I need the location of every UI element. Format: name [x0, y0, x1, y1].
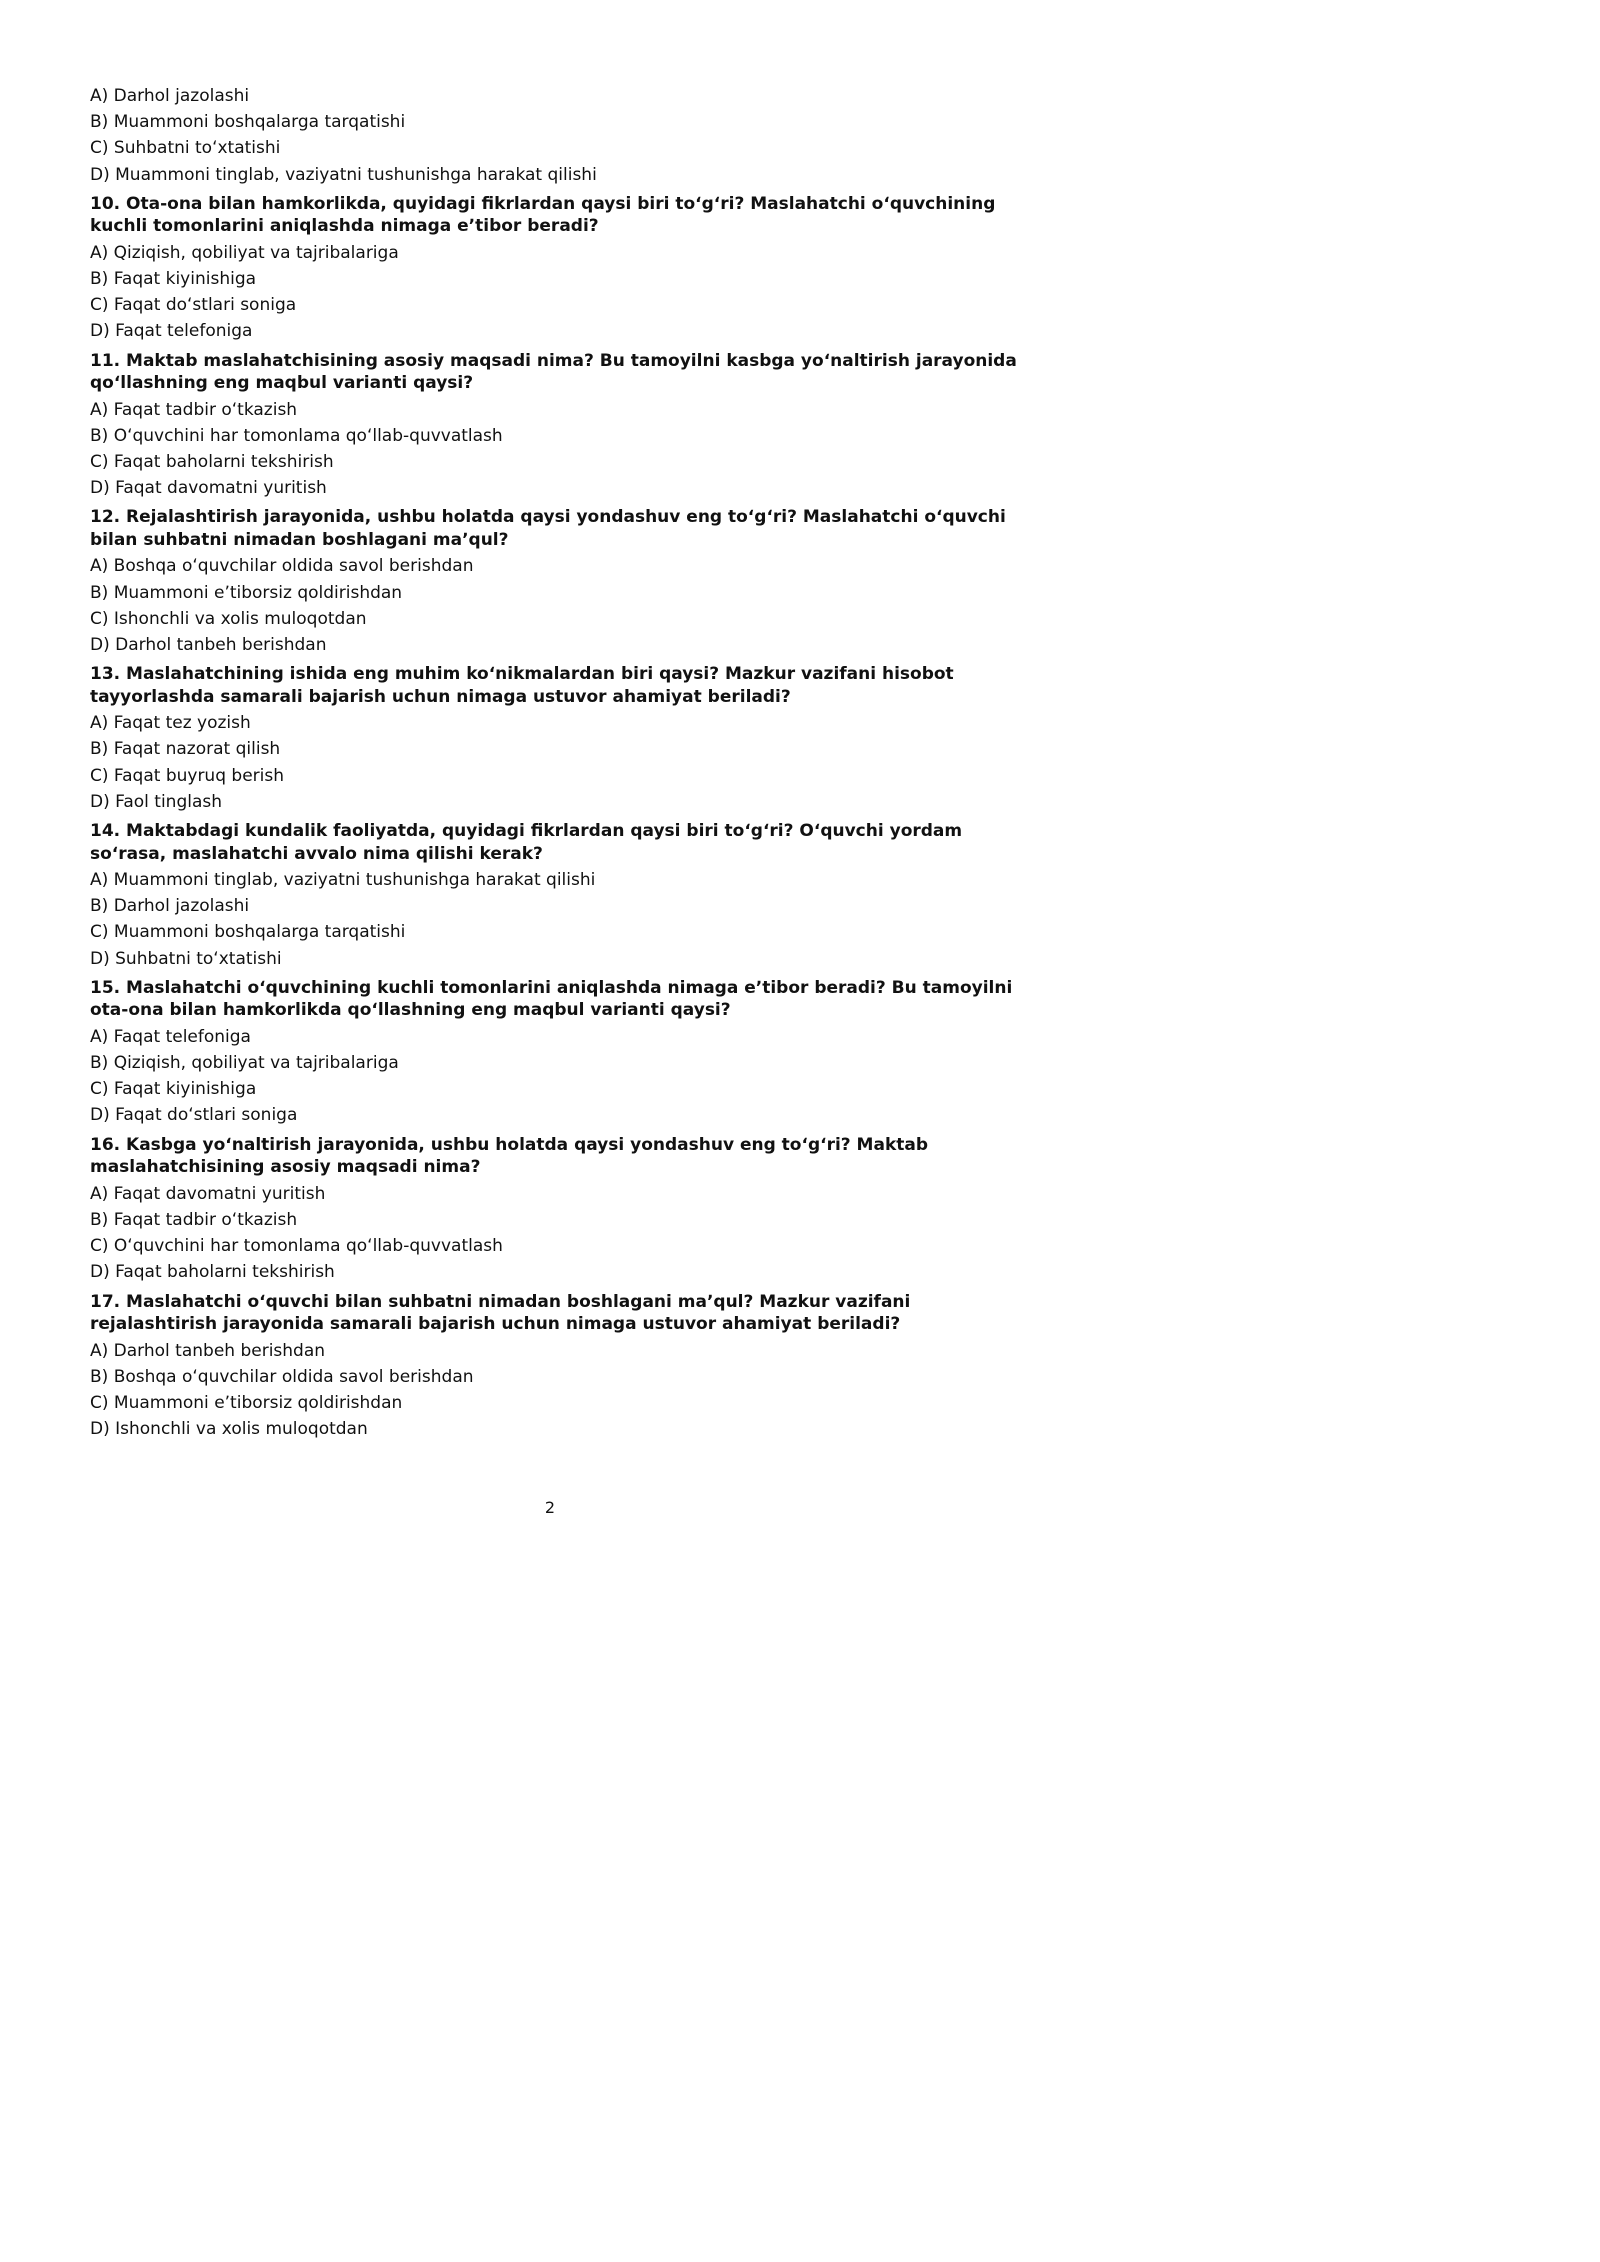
answer-option: B) Boshqa oʻquvchilar oldida savol berishdan: [90, 1366, 474, 1387]
question-11: [90, 350, 1020, 502]
answer-option: A) Darhol tanbeh berishdan: [90, 1340, 326, 1361]
question-17: [90, 1291, 1020, 1443]
answer-option: D) Faqat davomatni yuritish: [90, 478, 327, 499]
answer-option: B) Faqat kiyinishiga: [90, 269, 257, 290]
answer-option: B) Qiziqish, qobiliyat va tajribalariga: [90, 1053, 399, 1074]
question-15: [90, 977, 1020, 1129]
answer-option: B) Muammoni eʼtiborsiz qoldirishdan: [90, 582, 403, 603]
answer-option: B) Oʻquvchini har tomonlama qoʻllab-quvvatlash: [90, 425, 503, 446]
answer-option: A) Boshqa oʻquvchilar oldida savol berishdan: [90, 556, 474, 577]
answer-option: B) Faqat nazorat qilish: [90, 739, 281, 760]
question-text: 12. Rejalashtirish jarayonida, ushbu holatda qaysi yondashuv eng toʻgʻri? Maslahatchi oʻquvchi bilan suhbatni nimadan boshlagani maʼqul?: [90, 507, 1006, 550]
answer-option: A) Faqat telefoniga: [90, 1026, 251, 1047]
document-page: [0, 0, 1100, 1556]
question-12: [90, 506, 1020, 658]
answer-option: B) Muammoni boshqalarga tarqatishi: [90, 112, 406, 133]
question-text: 13. Maslahatchining ishida eng muhim koʻnikmalardan biri qaysi? Mazkur vazifani hisobot tayyorlashda samarali bajarish uchun nimaga ustuvor ahamiyat beriladi?: [90, 664, 954, 707]
answer-option: D) Ishonchli va xolis muloqotdan: [90, 1419, 368, 1440]
answer-option: C) Muammoni boshqalarga tarqatishi: [90, 922, 406, 943]
answer-option: B) Darhol jazolashi: [90, 896, 250, 917]
answer-option: A) Muammoni tinglab, vaziyatni tushunishga harakat qilishi: [90, 870, 596, 891]
question-text: 17. Maslahatchi oʻquvchi bilan suhbatni nimadan boshlagani maʼqul? Mazkur vazifani rejalashtirish jarayonida samarali bajarish uchun nimaga ustuvor ahamiyat beriladi?: [90, 1291, 911, 1334]
question-16: [90, 1134, 1020, 1286]
answer-option: A) Faqat tez yozish: [90, 713, 251, 734]
answer-option: D) Faqat baholarni tekshirish: [90, 1262, 335, 1283]
answer-option: D) Darhol tanbeh berishdan: [90, 635, 327, 656]
question-text: 10. Ota-ona bilan hamkorlikda, quyidagi fikrlardan qaysi biri toʻgʻri? Maslahatchi oʻquvchining kuchli tomonlarini aniqlashda nimaga eʼtibor beradi?: [90, 193, 996, 237]
answer-option: D) Muammoni tinglab, vaziyatni tushunishga harakat qilishi: [90, 164, 597, 185]
answer-option: C) Faqat buyruq berish: [90, 765, 284, 786]
question-13: [90, 663, 1020, 815]
page-number: 2: [544, 1498, 556, 1517]
answer-option: A) Darhol jazolashi: [90, 86, 250, 106]
answer-option: A) Faqat tadbir oʻtkazish: [90, 399, 298, 420]
question-text: 14. Maktabdagi kundalik faoliyatda, quyidagi fikrlardan qaysi biri toʻgʻri? Oʻquvchi yordam soʻrasa, maslahatchi avvalo nima qilishi kerak?: [90, 821, 963, 864]
question-text: 16. Kasbga yoʻnaltirish jarayonida, ushbu holatda qaysi yondashuv eng toʻgʻri? Maktab maslahatchisining asosiy maqsadi nima?: [90, 1134, 929, 1178]
answer-option: D) Suhbatni toʻxtatishi: [90, 948, 282, 969]
answer-option: D) Faqat doʻstlari soniga: [90, 1105, 298, 1126]
answer-option: A) Faqat davomatni yuritish: [90, 1183, 326, 1204]
question-14: [90, 820, 1020, 972]
answer-option: C) Suhbatni toʻxtatishi: [90, 138, 281, 159]
answer-option: C) Ishonchli va xolis muloqotdan: [90, 608, 367, 629]
answer-option: C) Faqat baholarni tekshirish: [90, 452, 334, 473]
answer-option: D) Faol tinglash: [90, 791, 223, 812]
question-text: 11. Maktab maslahatchisining asosiy maqsadi nima? Bu tamoyilni kasbga yoʻnaltirish jarayonida qoʻllashning eng maqbul varianti qaysi?: [90, 350, 1017, 394]
answer-option: C) Faqat kiyinishiga: [90, 1079, 257, 1100]
answer-option: D) Faqat telefoniga: [90, 321, 253, 342]
answer-option: B) Faqat tadbir oʻtkazish: [90, 1209, 298, 1230]
question-text: 15. Maslahatchi oʻquvchining kuchli tomonlarini aniqlashda nimaga eʼtibor beradi? Bu tamoyilni ota-ona bilan hamkorlikda qoʻllashning eng maqbul varianti qaysi?: [90, 977, 1013, 1021]
answer-option: A) Qiziqish, qobiliyat va tajribalariga: [90, 242, 399, 263]
answer-option: C) Muammoni eʼtiborsiz qoldirishdan: [90, 1392, 403, 1413]
answer-option: C) Faqat doʻstlari soniga: [90, 295, 297, 316]
question-9-options: [90, 83, 1020, 188]
question-10: [90, 193, 1020, 345]
answer-option: C) Oʻquvchini har tomonlama qoʻllab-quvvatlash: [90, 1236, 503, 1257]
